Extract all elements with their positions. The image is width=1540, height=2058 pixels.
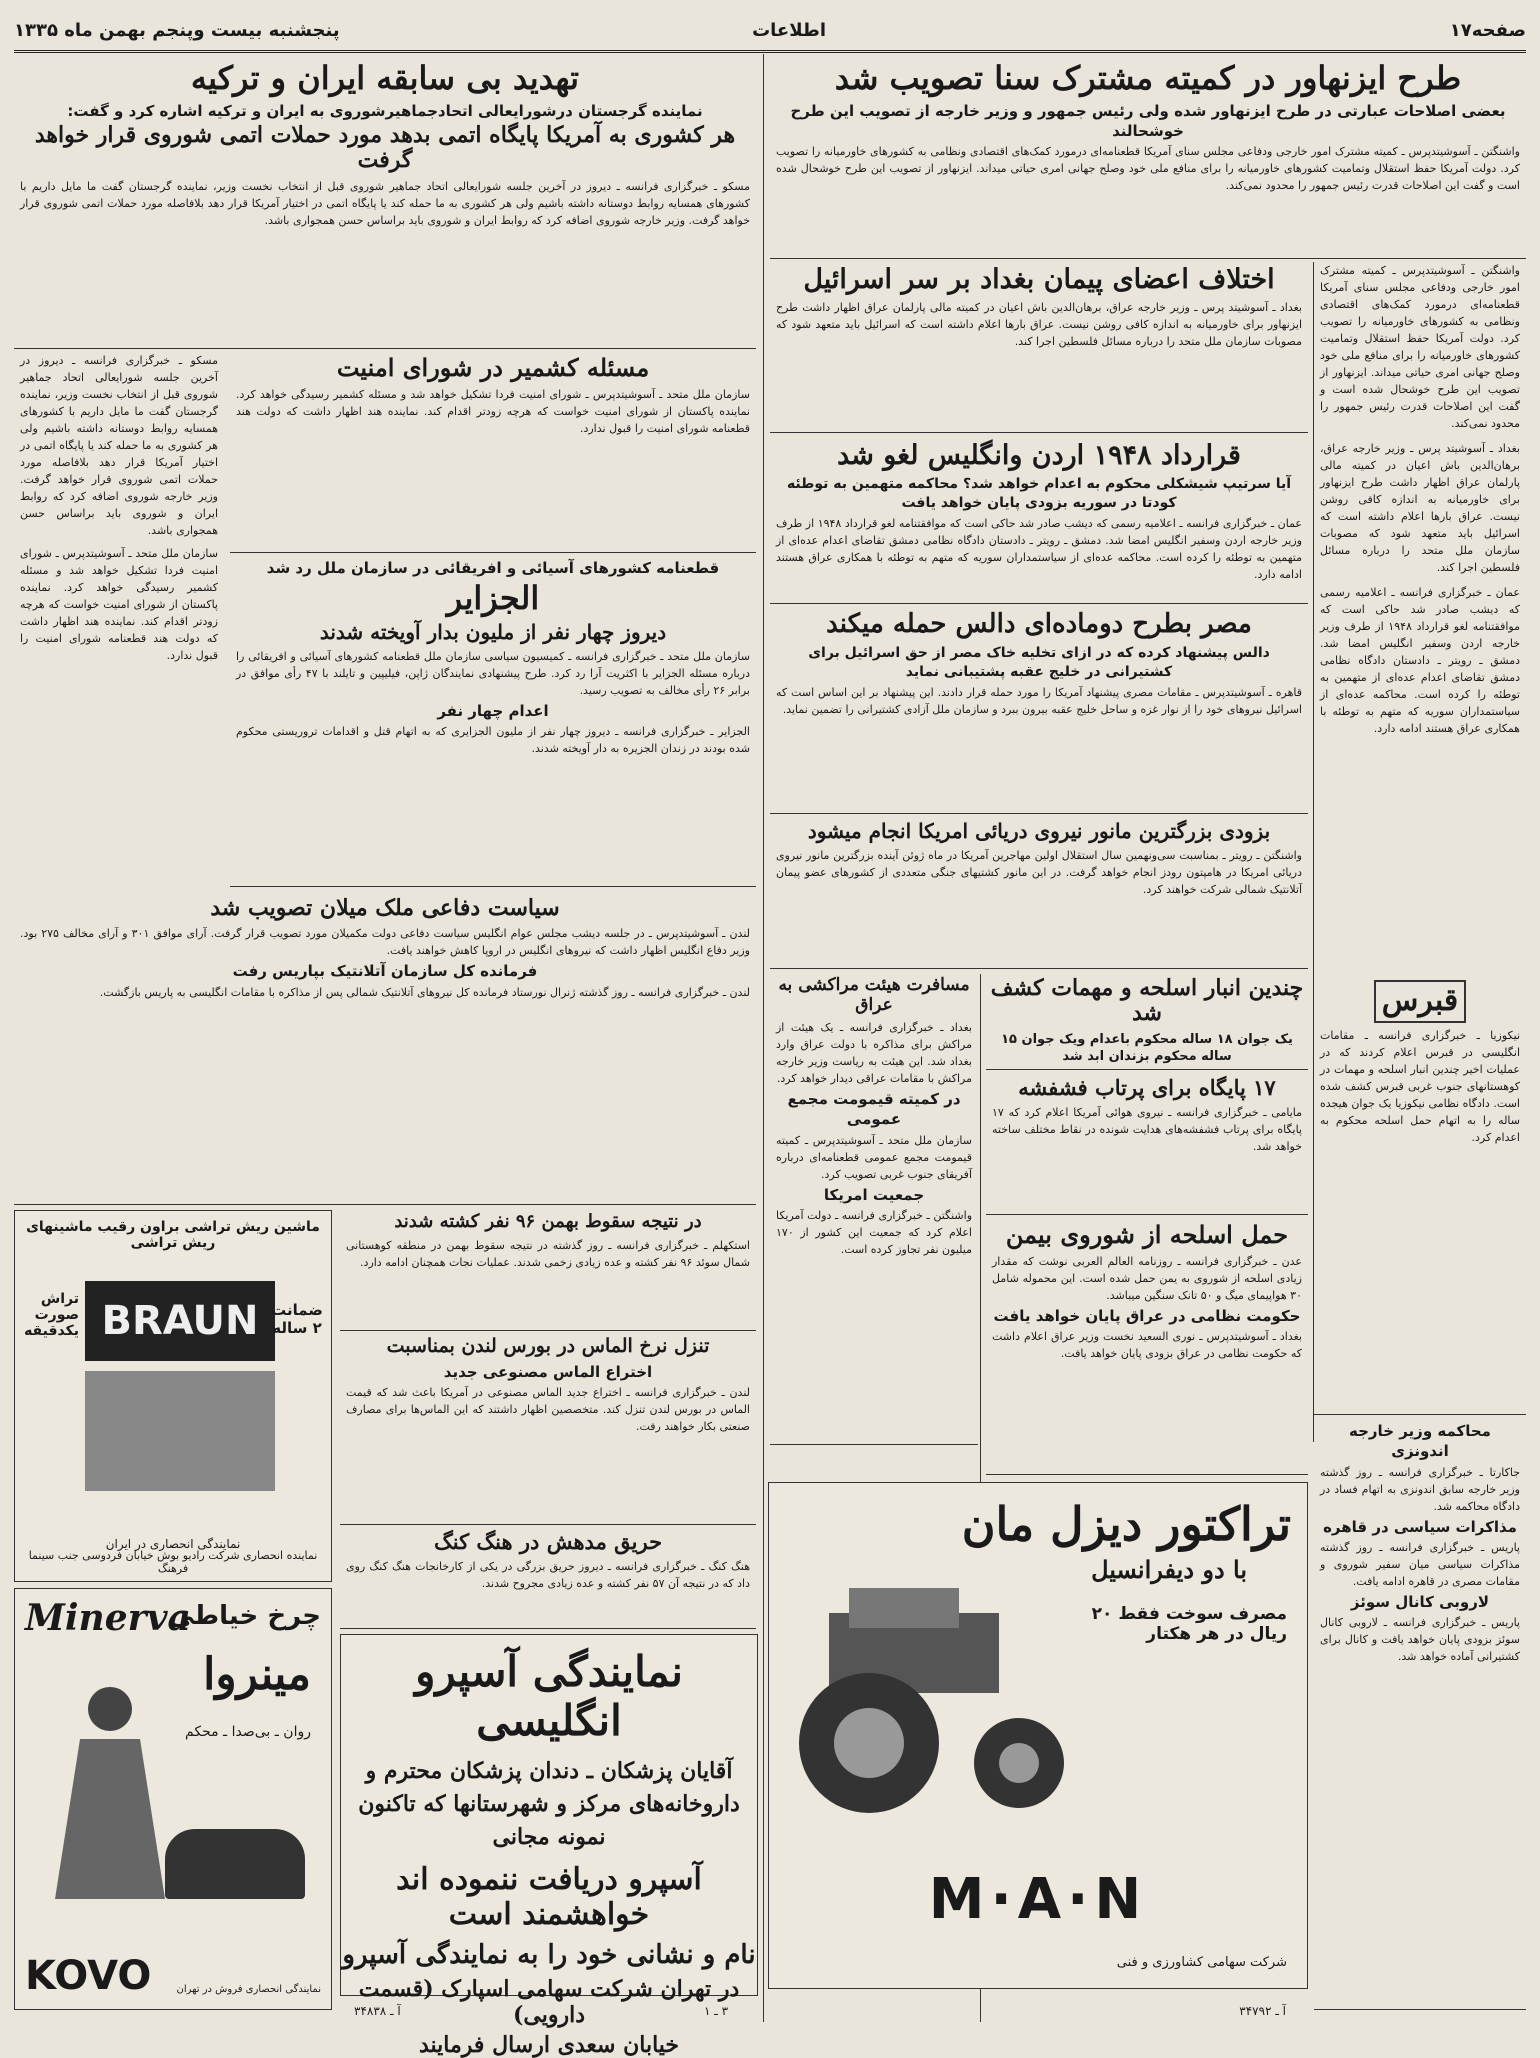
article-body: نیکوزیا ـ خبرگزاری فرانسه ـ مقامات انگلیسی در قبرس اعلام کردند که در عملیات اخیر چندین انبار اسلحه و مهمات در کوهستانهای جنوب غربی قبرس کشف شده است. دادگاه نظامی نیکوزیا یک جوان هیجده ساله را به اتهام حمل اسلحه محکوم به اعدام کرد. [1320, 1028, 1520, 1144]
ad-footer: نماینده انحصاری شرکت رادیو بوش خیابان فردوسی جنب سینما فرهنگ [28, 1549, 318, 1575]
article-egypt [770, 608, 1308, 814]
ad-title: تراکتور دیزل مان [961, 1497, 1291, 1551]
ad-side-text: تراش صورت یکدقیقه [24, 1291, 79, 1339]
article-body: سازمان ملل متحد ـ خبرگزاری فرانسه ـ کمیسیون سیاسی سازمان ملل قطعنامه کشورهای آسیائی و افریقائی را درباره مسئله الجزایر با اکثریت آرا رد کرد. طرح پیشنهادی نمایندگان ژاپن، فیلیپین و تایلند با ۴۷ رأی موافق در برابر ۲۶ رأی مخالف به تصویب رسید. [236, 650, 750, 698]
article-iran-turkey-threat [14, 58, 756, 349]
ad-text: مصرف سوخت فقط ۲۰ ریال در هر هکتار [1091, 1604, 1287, 1644]
ad-title: نمایندگی آسپرو انگلیسی [415, 1647, 683, 1745]
shaver-illustration [85, 1371, 275, 1491]
article-title: حمل اسلحه از شوروی بیمن [1005, 1220, 1289, 1249]
article-cyprus-heading [986, 974, 1308, 1070]
article-body: استکهلم ـ خبرگزاری فرانسه ـ روز گذشته در نتیجه سقوط بهمن در منطقه کوهستانی شمال سوئد ۹۶ نفر کشته و عده زیادی زخمی شدند. عملیات نجات همچنان ادامه دارد. [346, 1238, 750, 1269]
ad-headline: چرخ خیاطی [168, 1601, 321, 1631]
paper-name: اطلاعات [752, 20, 826, 41]
article-lead: دیروز چهار نفر از ملیون بدار آویخته شدند [319, 620, 667, 645]
warranty-badge: ضمانت ۲ ساله [271, 1301, 323, 1337]
ad-man-tractor [768, 1482, 1308, 1989]
article-body: لندن ـ خبرگزاری فرانسه ـ اختراع جدید الماس مصنوعی در آمریکا باعث شد که قیمت الماس در بورس لندن تنزل کند. متخصصین اظهار داشتند که این الماس‌ها برای مصارف صنعتی بکار خواهند رفت. [346, 1386, 750, 1434]
article-body: عدن ـ خبرگزاری فرانسه ـ روزنامه العالم العربی نوشت که مقدار زیادی اسلحه از شوروی به یمن حمل شده است. این محموله شامل ۳۰ هواپیمای میگ و ۵۰ تانک سنگین میباشد. [992, 1254, 1302, 1302]
ad-reference: آ ـ ۳۴۷۹۲ [1239, 2004, 1286, 2018]
article-body: واشنگتن ـ رویتر ـ بمناسبت سی‌ونهمین سال استقلال اولین مهاجرین آمریکا در ماه ژوئن آینده بزرگترین مانور نیروی دریائی امریکا در هامپتون رودز انجام خواهد گرفت. در این مانور کشتیهای جنگی متعددی از کشورهای عضو پیمان آتلانتیک شمالی شرکت خواهند کرد. [776, 849, 1302, 896]
article-body: بغداد ـ آسوشیتد پرس ـ وزیر خارجه عراق، برهان‌الدین باش اعیان در کمیته مالی پارلمان عراق اظهار داشت طرح ایزنهاور برای خاورمیانه به اندازه کافی روشن نیست. عراق بارها اعلام داشته است که اسرائیل باید متعهد شود که مصوبات سازمان ملل متحد را درباره مسائل فلسطین اجرا کند. [776, 301, 1302, 349]
ad-subtitle: با دو دیفرانسیل [1091, 1555, 1247, 1584]
article-lead: هر کشوری به آمریکا پایگاه اتمی بدهد مورد حملات اتمی شوروی قرار خواهد گرفت [34, 122, 736, 174]
article-body: جاکارتا ـ خبرگزاری فرانسه ـ روز گذشته وزیر خارجه سابق اندونزی به اتهام فساد در دادگاه محاکمه شد. [1320, 1465, 1520, 1513]
ad-tagline: روان ـ بی‌صدا ـ محکم [185, 1724, 311, 1740]
article-arms-yemen [986, 1219, 1308, 1475]
article-subtitle: دالس پیشنهاد کرده که در ازای تخلیه خاک مصر از حق اسرائیل برای کشتیرانی در خلیج عقبه پشتیبانی نماید [808, 644, 1270, 680]
article-title: تهدید بی سابقه ایران و ترکیه [190, 59, 580, 97]
article-title: الجزایر [446, 579, 540, 618]
page-number-label: صفحه۱۷ [1449, 20, 1526, 41]
article-body: مایامی ـ خبرگزاری فرانسه ـ نیروی هوائی آمریکا اعلام کرد که ۱۷ پایگاه برای پرتاب فشفشه‌های هدایت شونده در نقاط مختلف ساخته خواهد شد. [992, 1106, 1302, 1154]
article-subheading: جمعیت امریکا [823, 1185, 925, 1204]
newspaper-page [14, 14, 1526, 2058]
masthead-bar [14, 14, 1526, 53]
ad-headline: ماشین ریش تراشی براون رقیب ماشینهای ریش تراشی [26, 1219, 320, 1251]
article-body: عمان ـ خبرگزاری فرانسه ـ اعلامیه رسمی که دیشب صادر شد حاکی است که موافقتنامه لغو قرارداد ۱۹۴۸ از طرف وزیر خارجه اردن وسفیر انگلیس امضا شد. دمشق ـ رویتر ـ دادستان دادگاه نظامی دمشق تقاضای اعدام عده‌ای از متهمین به توطئه را کرده است. محاکمه عده‌ای از سیاستمداران سوریه که متهم به توطئه با همکاری عراق هستند ادامه دارد. [1320, 586, 1520, 735]
article-title: مسئله کشمیر در شورای امنیت [336, 353, 650, 382]
article-subheading: لاروبی کانال سوئز [1350, 1592, 1490, 1611]
article-subtitle: نماینده گرجستان درشورایعالی اتحادجماهیرشوروی به ایران و ترکیه اشاره کرد و گفت: [67, 101, 703, 120]
article-diamond [340, 1334, 756, 1525]
article-naval-maneuver [770, 818, 1308, 969]
article-senate [770, 58, 1526, 259]
sewing-machine-illustration [165, 1829, 305, 1899]
article-baghdad [770, 262, 1308, 433]
ad-minerva-sewing [14, 1588, 332, 2010]
article-title: اختلاف اعضای پیمان بغداد بر سر اسرائیل [803, 264, 1275, 295]
article-subheading: اعدام چهار نفر [437, 702, 549, 721]
ad-braun-shaver [14, 1210, 332, 1582]
column-turkey-continued [14, 352, 224, 972]
article-subtitle: آیا سرتیپ شیشکلی محکوم به اعدام خواهد شد؟ محاکمه متهمین به توطئه کودتا در سوریه بزودی پایان خواهد یافت [786, 476, 1292, 511]
ad-product-name: مینروا [203, 1649, 311, 1700]
article-title: تنزل نرخ الماس در بورس لندن بمناسبت [386, 1335, 710, 1357]
article-title: در نتیجه سقوط بهمن ۹۶ نفر کشته شدند [394, 1211, 702, 1232]
ad-line: نام و نشانی خود را به نمایندگی آسپرو [342, 1940, 756, 1970]
article-subtitle: بعضی اصلاحات عبارتی در طرح ایزنهاور شده ولی رئیس جمهور و وزیر خارجه از تصویب این طرح خوشحالند [790, 101, 1506, 141]
article-title: قرارداد ۱۹۴۸ اردن وانگلیس لغو شد [837, 440, 1241, 471]
article-body: بغداد ـ آسوشیتد پرس ـ وزیر خارجه عراق، برهان‌الدین باش اعیان در کمیته مالی پارلمان عراق اظهار داشت طرح ایزنهاور برای خاورمیانه به اندازه کافی روشن نیست. عراق بارها اعلام داشته است که اسرائیل باید متعهد شود که مصوبات سازمان ملل متحد را درباره مسائل فلسطین اجرا کند. [1320, 442, 1520, 574]
article-subheading: مذاکرات سیاسی در قاهره [1323, 1517, 1517, 1536]
article-body: عمان ـ خبرگزاری فرانسه ـ اعلامیه رسمی که دیشب صادر شد حاکی است که موافقتنامه لغو قرارداد ۱۹۴۸ از طرف وزیر خارجه اردن وسفیر انگلیس امضا شد. دمشق ـ رویتر ـ دادستان دادگاه نظامی دمشق تقاضای اعدام عده‌ای از متهمین به توطئه را کرده است. محاکمه عده‌ای از سیاستمداران سوریه که متهم به توطئه با همکاری عراق هستند ادامه دارد. [776, 516, 1302, 581]
article-cyprus [1314, 974, 1526, 1415]
article-subtitle: اختراع الماس مصنوعی جدید [443, 1362, 653, 1381]
page-footer-number: ۳ ـ ۱ [704, 2004, 729, 2018]
article-title: قبرس [1374, 980, 1467, 1023]
article-body: مسکو ـ خبرگزاری فرانسه ـ دیروز در آخرین جلسه شورایعالی اتحاد جماهیر شوروی قبل از انتخاب نخست وزیر، نماینده گرجستان گفت ما مایل داریم با کشورهای همسایه روابط دوستانه داشته باشیم ولی هر کشوری به ما حمله کند یا پایگاه اتمی در اختیار آمریکا قرار دهد بلافاصله مورد حملات اتمی شوروی قرار خواهد گرفت. وزیر خارجه شوروی اضافه کرد که روابط ایران و شوروی باید براساس حسن همجواری باشد. [20, 179, 750, 227]
article-body: مسکو ـ خبرگزاری فرانسه ـ دیروز در آخرین جلسه شورایعالی اتحاد جماهیر شوروی قبل از انتخاب نخست وزیر، نماینده گرجستان گفت ما مایل داریم با کشورهای همسایه روابط دوستانه داشته باشیم ولی هر کشوری به ما حمله کند یا پایگاه اتمی در اختیار آمریکا قرار دهد بلافاصله مورد حملات اتمی شوروی قرار خواهد گرفت. وزیر خارجه شوروی اضافه کرد که روابط ایران و شوروی باید براساس حسن همجواری باشد. [20, 354, 218, 537]
article-title: حریق مدهش در هنگ کنگ [433, 1529, 663, 1554]
article-body: سازمان ملل متحد ـ آسوشیتدپرس ـ کمیته قیمومت مجمع عمومی قطعنامه‌ای درباره آفریقای جنوب غربی تصویب کرد. [776, 1133, 972, 1181]
article-body: سازمان ملل متحد ـ آسوشیتدپرس ـ شورای امنیت فردا تشکیل خواهد شد و مسئله کشمیر رسیدگی خواهد کرد. نماینده پاکستان از شورای امنیت خواست که هرچه زودتر اقدام کند. نماینده هند اظهار داشت که دولت هند قطعنامه شورای امنیت را قبول ندارد. [236, 387, 750, 435]
article-body: لندن ـ خبرگزاری فرانسه ـ روز گذشته ژنرال نورستاد فرمانده کل نیروهای آتلانتیک شمالی پس از مذاکره با مقامات انگلیسی به پاریس بازگشت. [99, 985, 750, 999]
article-body: سازمان ملل متحد ـ آسوشیتدپرس ـ شورای امنیت فردا تشکیل خواهد شد و مسئله کشمیر رسیدگی خواهد کرد. نماینده پاکستان از شورای امنیت خواست که هرچه زودتر اقدام کند. نماینده هند اظهار داشت که دولت هند قطعنامه شورای امنیت را قبول ندارد. [20, 547, 218, 662]
article-lead: یک جوان ۱۸ ساله محکوم باعدام ویک جوان ۱۵ ساله محکوم بزندان ابد شد [1001, 1031, 1293, 1065]
article-iraq [770, 974, 978, 1445]
article-body: لندن ـ آسوشیتدپرس ـ در جلسه دیشب مجلس عوام انگلیس سیاست دفاعی دولت مکمیلان مورد تصویب قرار گرفت. آرای موافق ۳۰۱ و آرای مخالف ۲۷۵ بود. وزیر دفاع انگلیس اظهار داشت که نیروهای انگلیس در اروپا کاهش خواهند یافت. [20, 927, 750, 958]
article-body: واشنگتن ـ آسوشیتدپرس ـ کمیته مشترک امور خارجی ودفاعی مجلس سنای آمریکا قطعنامه‌ای درمورد کمک‌های اقتصادی ونظامی به کشورهای خاورمیانه را تصویب کرد. دولت آمریکا حفظ استقلال وتمامیت کشورهای خاورمیانه را برای منافع ملی خود وصلح جهانی امری حیاتی میداند. ایزنهاور از تصویب این طرح خوشحال شده است و گفت این اصلاحات قدرت رئیس جمهور را محدود نمی‌کند. [776, 145, 1520, 193]
woman-illustration [35, 1679, 185, 1909]
article-kashmir [230, 352, 756, 553]
braun-logo: BRAUN [85, 1281, 275, 1361]
article-rocket-bases [986, 1074, 1308, 1215]
man-logo: M·A·N [928, 1867, 1148, 1932]
article-body: پاریس ـ خبرگزاری فرانسه ـ روز گذشته مذاکرات سیاسی میان سفیر شوروی و مقامات مصری در قاهره ادامه یافت. [1320, 1540, 1520, 1588]
article-title: مسافرت هیئت مراکشی به عراق [778, 975, 970, 1015]
article-body: قاهره ـ آسوشیتدپرس ـ مقامات مصری پیشنهاد آمریکا را مورد حمله قرار دادند. این پیشنهاد بر این اساس است که اسرائیل نیروهای خود را از نوار غزه و ساحل خلیج عقبه بیرون ببرد و سازمان ملل آزادی کشتیرانی را تضمین نماید. [776, 685, 1302, 716]
article-algeria [230, 556, 756, 887]
article-avalanche [340, 1210, 756, 1331]
article-jordan-uk [770, 438, 1308, 604]
ad-footer: شرکت سهامی کشاورزی و فنی [1116, 1955, 1287, 1970]
article-body: بغداد ـ آسوشیتدپرس ـ نوری السعید نخست وزیر عراق اعلام داشت که حکومت نظامی در عراق بزودی پایان خواهد یافت. [992, 1329, 1302, 1360]
article-hongkong-fire [340, 1528, 756, 1629]
article-title: محاکمه وزیر خارجه اندونزی [1349, 1422, 1491, 1461]
article-subtitle: قطعنامه کشورهای آسیائی و افریقائی در سازمان ملل رد شد [266, 559, 720, 577]
ad-line: خیابان سعدی ارسال فرمایند [418, 2032, 680, 2058]
tractor-illustration [789, 1573, 1089, 1833]
article-body: واشنگتن ـ خبرگزاری فرانسه ـ دولت آمریکا اعلام کرد که جمعیت این کشور از ۱۷۰ میلیون نفر تجاوز کرده است. [776, 1208, 972, 1256]
article-title: سیاست دفاعی ملک میلان تصویب شد [210, 895, 560, 921]
article-subheading: حکومت نظامی در عراق پایان خواهد یافت [993, 1306, 1301, 1325]
article-body: واشنگتن ـ آسوشیتدپرس ـ کمیته مشترک امور خارجی ودفاعی مجلس سنای آمریکا قطعنامه‌ای درمورد کمک‌های اقتصادی ونظامی به کشورهای خاورمیانه را تصویب کرد. دولت آمریکا حفظ استقلال وتمامیت کشورهای خاورمیانه را برای منافع ملی خود وصلح جهانی امری حیاتی میداند. ایزنهاور از تصویب این طرح خوشحال شده است و گفت این اصلاحات قدرت رئیس جمهور را محدود نمی‌کند. [1320, 264, 1520, 430]
ad-line: آقایان پزشکان ـ دندان پزشکان محترم و داروخانه‌های مرکز و شهرستانها که تاکنون نمونه مجانی [358, 1758, 740, 1850]
article-indonesia [1314, 1419, 1526, 2010]
ad-line: در تهران شرکت سهامی اسپارک (قسمت دارویی) [358, 1976, 740, 2028]
article-title: مصر بطرح دوماده‌ای دالس حمله میکند [826, 609, 1252, 639]
ad-line: آسپرو دریافت ننموده اند خواهشمند است [396, 1862, 702, 1932]
ad-reference: آ ـ ۳۴۸۳۸ [354, 2004, 401, 2018]
ad-dealer: نمایندگی انحصاری در ایران [105, 1537, 241, 1551]
date-line: پنجشنبه بیست وپنجم بهمن ماه ۱۳۳۵ [14, 20, 340, 41]
article-title: بزودی بزرگترین مانور نیروی دریائی امریکا انجام میشود [807, 819, 1271, 843]
article-defence-policy [14, 894, 756, 1205]
ad-footer: نمایندگی انحصاری فروش در تهران [176, 1984, 321, 1995]
article-title: طرح ایزنهاور در کمیته مشترک سنا تصویب شد [834, 59, 1462, 97]
article-subtitle: چندین انبار اسلحه و مهمات کشف شد [990, 975, 1304, 1027]
article-body: بغداد ـ خبرگزاری فرانسه ـ یک هیئت از مراکش برای مذاکره با دولت عراق وارد بغداد شد. این هیئت به ریاست وزیر خارجه مراکش با مقامات عراقی دیدار خواهد کرد. [776, 1021, 972, 1086]
article-body: پاریس ـ خبرگزاری فرانسه ـ لاروبی کانال سوئز بزودی پایان خواهد یافت و کانال برای کشتیرانی آماده خواهد شد. [1320, 1616, 1520, 1663]
kovo-logo: KOVO [25, 1953, 152, 1999]
article-body: الجزایر ـ خبرگزاری فرانسه ـ دیروز چهار نفر از ملیون الجزایری که به اتهام قتل و اقدامات تروریستی محکوم شده بودند در زندان الجزیره به دار آویخته شدند. [236, 725, 750, 756]
article-title: ۱۷ پایگاه برای پرتاب فشفشه [1018, 1075, 1276, 1100]
article-subheading: در کمیته قیمومت مجمع عمومی [787, 1090, 961, 1129]
article-body: هنگ کنگ ـ خبرگزاری فرانسه ـ دیروز حریق بزرگی در یکی از کارخانجات هنگ کنگ روی داد که در نتیجه آن ۵۷ نفر کشته و عده زیادی مجروح شدند. [346, 1560, 750, 1591]
article-subheading: فرمانده کل سازمان آتلانتیک بپاریس رفت [232, 962, 538, 981]
minerva-brand: Minerva [25, 1597, 191, 1639]
